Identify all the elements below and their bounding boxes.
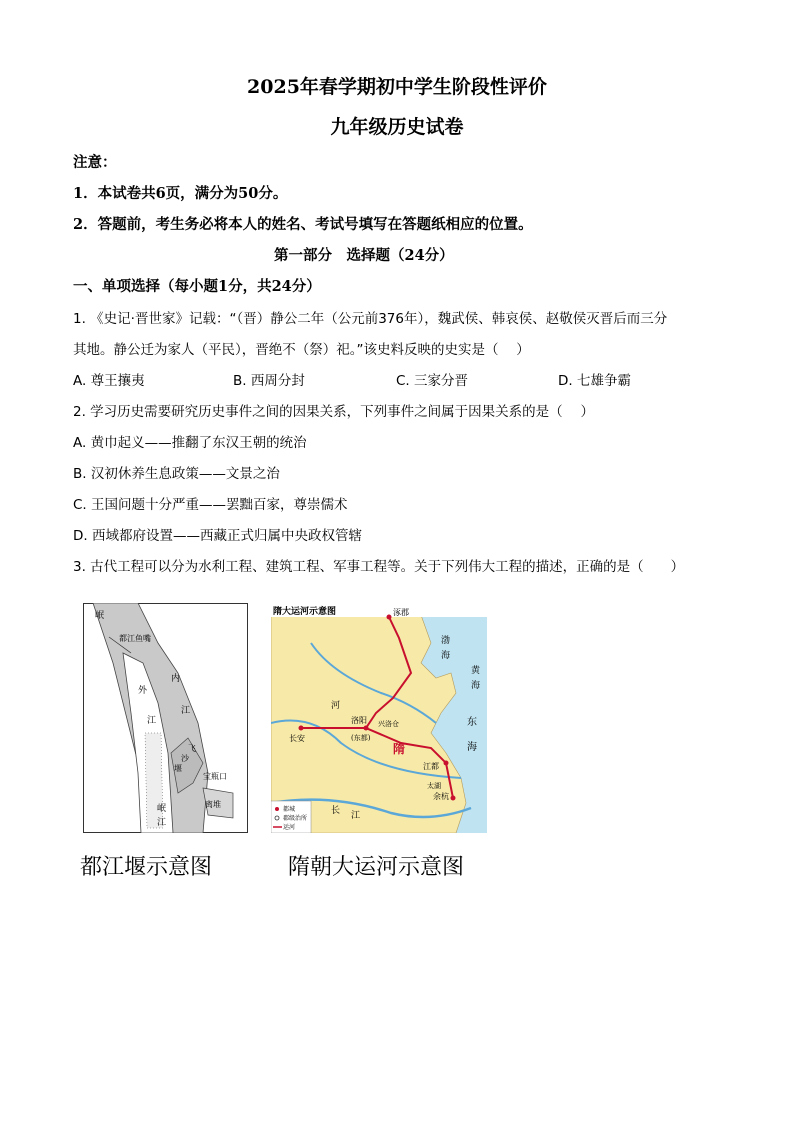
dujiangyan-label-ld: 离堆	[205, 800, 221, 809]
part-title: 第一部分 选择题（24分）	[274, 247, 454, 264]
canal-label-title: 隋大运河示意图	[273, 607, 337, 617]
canal-label-east-2: 海	[467, 742, 477, 753]
question-2-option-b[interactable]: B. 汉初休养生息政策——文景之治	[73, 466, 280, 482]
canal-label-bohai-2: 海	[441, 651, 451, 661]
dujiangyan-label-min-top: 岷	[95, 611, 105, 621]
dujiangyan-label-title: 都江鱼嘴	[119, 634, 151, 643]
dujiangyan-label-inner-1: 内	[171, 674, 181, 684]
question-1-option-c[interactable]: C. 三家分晋	[396, 373, 469, 389]
canal-label-jiangdu: 江都	[423, 762, 439, 771]
dujiangyan-figure	[83, 603, 248, 833]
dujiangyan-label-bpk: 宝瓶口	[203, 772, 227, 781]
question-1-line-2: 其地。静公迁为家人（平民），晋绝不（祭）祀。”该史料反映的史实是（ ）	[73, 342, 530, 358]
question-2-option-c[interactable]: C. 王国问题十分严重——罢黜百家，尊崇儒术	[73, 497, 348, 513]
canal-label-sui: 隋	[393, 742, 406, 756]
notice-label: 注意：	[73, 154, 117, 171]
question-2-line-1: 2. 学习历史需要研究历史事件之间的因果关系，下列事件之间属于因果关系的是（ ）	[73, 404, 594, 420]
canal-label-changan: 长安	[289, 734, 305, 743]
canal-label-yellow-1: 黄	[471, 666, 481, 676]
canal-map	[271, 603, 487, 833]
canal-label-east-1: 东	[467, 717, 477, 728]
dujiangyan-label-fsy-3: 堰	[174, 764, 182, 773]
canal-label-changjiang-1: 长	[331, 806, 341, 816]
canal-label-he: 河	[331, 701, 341, 711]
question-1-option-b[interactable]: B. 西周分封	[233, 373, 305, 389]
canal-label-taihu: 太湖	[427, 782, 441, 790]
canal-legend-canal: 运河	[283, 824, 296, 831]
question-2-option-a[interactable]: A. 黄巾起义——推翻了东汉王朝的统治	[73, 435, 307, 451]
page-subtitle: 九年级历史试卷	[330, 116, 464, 138]
question-3-line-1: 3. 古代工程可以分为水利工程、建筑工程、军事工程等。关于下列伟大工程的描述，正确的是（ ）	[73, 559, 685, 575]
canal-legend-capital: 都城	[283, 806, 296, 813]
canal-label-yellow-2: 海	[471, 681, 481, 691]
canal-legend-prefecture: 郡级治所	[283, 815, 308, 822]
canal-label-bohai-1: 渤	[441, 636, 451, 646]
canal-label-dongdu: (东都)	[351, 734, 371, 742]
page-title: 2025年春学期初中学生阶段性评价	[247, 76, 547, 98]
canal-label-zhuojun: 涿郡	[393, 608, 409, 617]
notice-item-2: 2．答题前，考生务必将本人的姓名、考试号填写在答题纸相应的位置。	[73, 216, 533, 233]
dujiangyan-label-inner-2: 江	[181, 706, 191, 716]
dujiangyan-label-fsy-2: 沙	[181, 754, 189, 763]
canal-label-changjiang-2: 江	[351, 811, 361, 821]
canal-figure	[271, 603, 487, 833]
dujiangyan-label-fsy-1: 飞	[188, 744, 196, 753]
question-1-option-d[interactable]: D. 七雄争霸	[558, 373, 631, 389]
dujiangyan-label-min-bottom: 岷	[157, 804, 167, 814]
question-1-option-a[interactable]: A. 尊王攘夷	[73, 373, 145, 389]
dujiangyan-map	[83, 603, 248, 833]
dujiangyan-caption: 都江堰示意图	[80, 855, 213, 880]
question-1-line-1: 1. 《史记·晋世家》记载：“（晋）静公二年（公元前376年），魏武侯、韩哀侯、赵敬侯灭晋后而三分	[73, 311, 668, 327]
section-title: 一、单项选择（每小题1分，共24分）	[73, 278, 321, 295]
canal-label-xinglc: 兴洛仓	[378, 720, 399, 728]
dujiangyan-label-outer-1: 外	[138, 686, 148, 696]
question-2-option-d[interactable]: D. 西域都府设置——西藏正式归属中央政权管辖	[73, 528, 362, 544]
canal-label-luoyang: 洛阳	[351, 716, 367, 725]
canal-label-yuhang: 余杭	[433, 792, 449, 801]
notice-item-1: 1．本试卷共6页，满分为50分。	[73, 185, 288, 202]
canal-caption: 隋朝大运河示意图	[288, 855, 465, 880]
dujiangyan-label-jiang-bottom: 江	[157, 818, 167, 828]
dujiangyan-label-outer-2: 江	[147, 716, 157, 726]
